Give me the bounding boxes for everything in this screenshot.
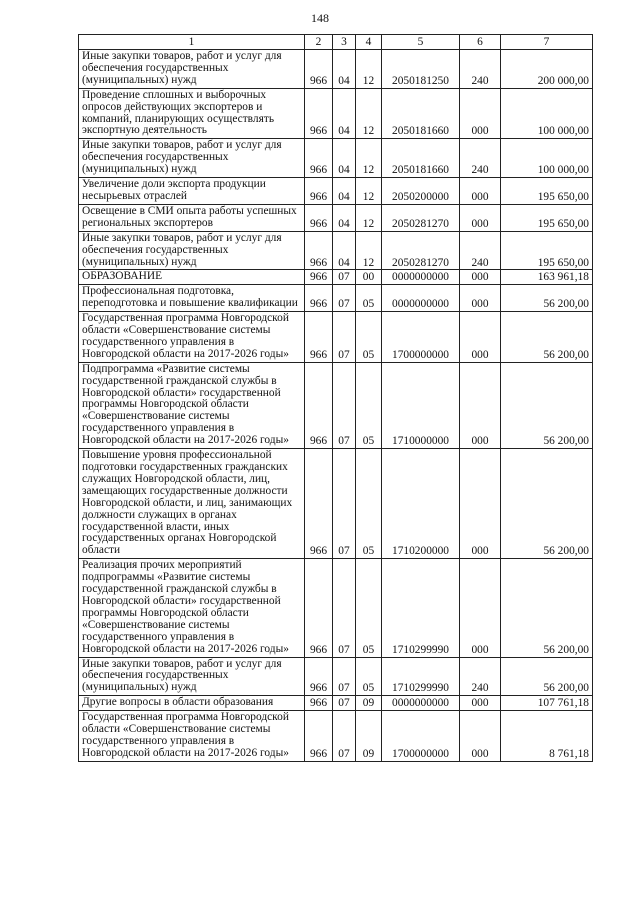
row-section-cell: 07 [333, 270, 356, 285]
row-target-article-cell: 1700000000 [382, 711, 460, 762]
column-header: 4 [356, 35, 382, 50]
row-subsection-cell: 12 [356, 231, 382, 270]
row-expense-type-cell: 000 [460, 696, 501, 711]
row-name-cell: Подпрограмма «Развитие системы государственной гражданской службы в Новгородской области» государственной программы Новгородской области «Совершенствование системы государственного управления в Новгородской области на 2017-2026 годы» [79, 362, 305, 448]
row-section-cell: 04 [333, 50, 356, 89]
row-amount-cell: 195 650,00 [501, 231, 593, 270]
row-expense-type-cell: 240 [460, 50, 501, 89]
row-target-article-cell: 0000000000 [382, 285, 460, 312]
row-subsection-cell: 05 [356, 657, 382, 696]
row-expense-type-cell: 000 [460, 711, 501, 762]
row-amount-cell: 56 200,00 [501, 285, 593, 312]
row-expense-type-cell: 000 [460, 449, 501, 559]
table-row [79, 711, 593, 762]
row-target-article-cell: 2050281270 [382, 204, 460, 231]
row-name-cell: Иные закупки товаров, работ и услуг для обеспечения государственных (муниципальных) нужд [79, 50, 305, 89]
table-row [79, 88, 593, 139]
row-amount-cell: 56 200,00 [501, 362, 593, 448]
row-ministry-cell: 966 [305, 559, 333, 657]
row-section-cell: 07 [333, 711, 356, 762]
row-name-cell: Повышение уровня профессиональной подготовки государственных гражданских служащих Новгородской области, лиц, замещающих государственные должности Новгородской области, и лиц, занимающих должности служащих в органах государственной власти, иных государственных органах Новгородской области [79, 449, 305, 559]
budget-table [78, 34, 593, 762]
row-ministry-cell: 966 [305, 449, 333, 559]
table-row [79, 362, 593, 448]
row-expense-type-cell: 000 [460, 270, 501, 285]
row-subsection-cell: 05 [356, 449, 382, 559]
table-row [79, 449, 593, 559]
row-expense-type-cell: 000 [460, 312, 501, 363]
row-amount-cell: 100 000,00 [501, 88, 593, 139]
row-section-cell: 07 [333, 362, 356, 448]
row-target-article-cell: 0000000000 [382, 696, 460, 711]
page-number: 148 [311, 11, 329, 25]
column-header: 5 [382, 35, 460, 50]
row-ministry-cell: 966 [305, 312, 333, 363]
row-name-cell: Иные закупки товаров, работ и услуг для обеспечения государственных (муниципальных) нужд [79, 657, 305, 696]
row-target-article-cell: 2050281270 [382, 231, 460, 270]
row-name-cell: Иные закупки товаров, работ и услуг для обеспечения государственных (муниципальных) нужд [79, 139, 305, 178]
row-expense-type-cell: 240 [460, 231, 501, 270]
column-header: 6 [460, 35, 501, 50]
header-row [79, 35, 593, 50]
row-amount-cell: 163 961,18 [501, 270, 593, 285]
row-amount-cell: 200 000,00 [501, 50, 593, 89]
row-target-article-cell: 2050181250 [382, 50, 460, 89]
row-section-cell: 07 [333, 285, 356, 312]
row-subsection-cell: 05 [356, 312, 382, 363]
row-name-cell: Проведение сплошных и выборочных опросов действующих экспортеров и компаний, планирующих осуществлять экспортную деятельность [79, 88, 305, 139]
row-subsection-cell: 12 [356, 88, 382, 139]
row-amount-cell: 107 761,18 [501, 696, 593, 711]
table-row [79, 231, 593, 270]
row-ministry-cell: 966 [305, 88, 333, 139]
row-section-cell: 04 [333, 178, 356, 205]
row-ministry-cell: 966 [305, 696, 333, 711]
row-name-cell: Другие вопросы в области образования [79, 696, 305, 711]
row-ministry-cell: 966 [305, 362, 333, 448]
table-row [79, 696, 593, 711]
row-target-article-cell: 1710299990 [382, 559, 460, 657]
row-ministry-cell: 966 [305, 139, 333, 178]
row-expense-type-cell: 000 [460, 362, 501, 448]
column-header: 3 [333, 35, 356, 50]
column-header: 7 [501, 35, 593, 50]
table-row [79, 312, 593, 363]
row-ministry-cell: 966 [305, 204, 333, 231]
row-amount-cell: 56 200,00 [501, 449, 593, 559]
row-expense-type-cell: 000 [460, 178, 501, 205]
row-section-cell: 07 [333, 559, 356, 657]
row-ministry-cell: 966 [305, 50, 333, 89]
table-row [79, 178, 593, 205]
table-row [79, 204, 593, 231]
row-expense-type-cell: 000 [460, 285, 501, 312]
row-section-cell: 04 [333, 231, 356, 270]
row-name-cell: ОБРАЗОВАНИЕ [79, 270, 305, 285]
row-target-article-cell: 2050181660 [382, 139, 460, 178]
row-expense-type-cell: 000 [460, 88, 501, 139]
row-section-cell: 07 [333, 657, 356, 696]
table-row [79, 270, 593, 285]
row-target-article-cell: 1700000000 [382, 312, 460, 363]
row-section-cell: 07 [333, 449, 356, 559]
column-header: 1 [79, 35, 305, 50]
row-amount-cell: 56 200,00 [501, 312, 593, 363]
row-subsection-cell: 05 [356, 559, 382, 657]
row-amount-cell: 195 650,00 [501, 204, 593, 231]
row-amount-cell: 8 761,18 [501, 711, 593, 762]
table-row [79, 139, 593, 178]
row-target-article-cell: 2050200000 [382, 178, 460, 205]
row-name-cell: Профессиональная подготовка, переподготовка и повышение квалификации [79, 285, 305, 312]
row-subsection-cell: 09 [356, 696, 382, 711]
row-subsection-cell: 12 [356, 204, 382, 231]
table-row [79, 50, 593, 89]
row-subsection-cell: 12 [356, 178, 382, 205]
row-ministry-cell: 966 [305, 270, 333, 285]
row-subsection-cell: 12 [356, 50, 382, 89]
row-amount-cell: 56 200,00 [501, 559, 593, 657]
row-subsection-cell: 12 [356, 139, 382, 178]
row-name-cell: Освещение в СМИ опыта работы успешных региональных экспортеров [79, 204, 305, 231]
row-name-cell: Иные закупки товаров, работ и услуг для обеспечения государственных (муниципальных) нужд [79, 231, 305, 270]
row-amount-cell: 195 650,00 [501, 178, 593, 205]
row-section-cell: 04 [333, 88, 356, 139]
row-ministry-cell: 966 [305, 285, 333, 312]
row-name-cell: Государственная программа Новгородской области «Совершенствование системы государственного управления в Новгородской области на 2017-2026 годы» [79, 312, 305, 363]
row-expense-type-cell: 000 [460, 204, 501, 231]
row-ministry-cell: 966 [305, 657, 333, 696]
row-subsection-cell: 00 [356, 270, 382, 285]
row-target-article-cell: 1710000000 [382, 362, 460, 448]
row-target-article-cell: 1710200000 [382, 449, 460, 559]
row-ministry-cell: 966 [305, 231, 333, 270]
row-target-article-cell: 1710299990 [382, 657, 460, 696]
row-target-article-cell: 2050181660 [382, 88, 460, 139]
row-section-cell: 07 [333, 312, 356, 363]
column-header: 2 [305, 35, 333, 50]
table-row [79, 559, 593, 657]
row-name-cell: Увеличение доли экспорта продукции несырьевых отраслей [79, 178, 305, 205]
row-target-article-cell: 0000000000 [382, 270, 460, 285]
row-expense-type-cell: 000 [460, 559, 501, 657]
row-ministry-cell: 966 [305, 711, 333, 762]
row-ministry-cell: 966 [305, 178, 333, 205]
row-subsection-cell: 09 [356, 711, 382, 762]
table-row [79, 657, 593, 696]
row-name-cell: Реализация прочих мероприятий подпрограммы «Развитие системы государственной гражданской службы в Новгородской области» государственной программы Новгородской области «Совершенствование системы государственного управления в Новгородской области на 2017-2026 годы» [79, 559, 305, 657]
row-section-cell: 04 [333, 139, 356, 178]
table-row [79, 285, 593, 312]
row-amount-cell: 56 200,00 [501, 657, 593, 696]
row-name-cell: Государственная программа Новгородской области «Совершенствование системы государственного управления в Новгородской области на 2017-2026 годы» [79, 711, 305, 762]
row-section-cell: 04 [333, 204, 356, 231]
row-expense-type-cell: 240 [460, 139, 501, 178]
row-amount-cell: 100 000,00 [501, 139, 593, 178]
row-subsection-cell: 05 [356, 285, 382, 312]
row-subsection-cell: 05 [356, 362, 382, 448]
row-expense-type-cell: 240 [460, 657, 501, 696]
row-section-cell: 07 [333, 696, 356, 711]
